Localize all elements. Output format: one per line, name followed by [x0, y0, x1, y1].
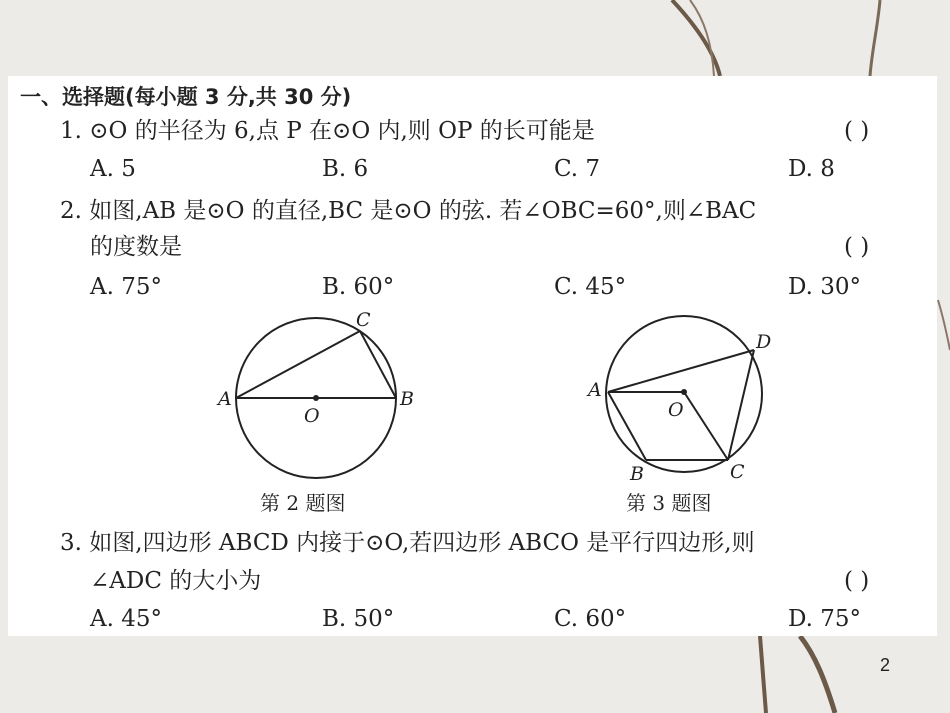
fig2-chord-ac: [236, 331, 360, 398]
fig3-side-dc: [728, 350, 754, 460]
fig3-side-co: [684, 392, 728, 460]
question-3-option-b: B. 50°: [322, 606, 395, 632]
question-3-stem-line1: 3. 如图,四边形 ABCD 内接于⊙O,若四边形 ABCO 是平行四边形,则: [60, 530, 755, 556]
question-2-stem-line1: 2. 如图,AB 是⊙O 的直径,BC 是⊙O 的弦. 若∠OBC=60°,则∠BAC: [60, 198, 757, 224]
question-3-answer-paren: ( ): [844, 568, 870, 594]
question-1-option-a: A. 5: [90, 156, 136, 182]
question-1-answer-paren: ( ): [844, 118, 870, 144]
fig3-label-c: C: [730, 461, 745, 483]
question-1-option-c: C. 7: [554, 156, 601, 182]
fig2-label-b: B: [400, 388, 414, 410]
question-2-option-a: A. 75°: [90, 274, 162, 300]
fig2-label-c: C: [356, 309, 371, 331]
fig3-label-o: O: [668, 399, 684, 421]
question-3-option-d: D. 75°: [788, 606, 862, 632]
question-1-option-b: B. 6: [322, 156, 369, 182]
fig2-label-a: A: [218, 388, 232, 410]
question-2-stem-line2: 的度数是: [90, 234, 182, 260]
question-1-option-d: D. 8: [788, 156, 835, 182]
fig3-label-a: A: [588, 379, 602, 401]
figure-3-diagram: [582, 304, 802, 484]
fig2-center-dot: [313, 395, 319, 401]
figure-3-caption: 第 3 题图: [626, 491, 712, 515]
question-2-option-b: B. 60°: [322, 274, 395, 300]
fig3-side-ad: [608, 350, 754, 392]
figure-2-caption: 第 2 题图: [260, 491, 346, 515]
question-3-stem-line2: ∠ADC 的大小为: [90, 568, 262, 594]
fig3-label-b: B: [630, 463, 644, 484]
page-number: 2: [880, 655, 891, 675]
question-1-stem: 1. ⊙O 的半径为 6,点 P 在⊙O 内,则 OP 的长可能是: [60, 118, 595, 144]
section-title: 一、选择题(每小题 3 分,共 30 分): [20, 85, 352, 109]
question-3-option-a: A. 45°: [90, 606, 162, 632]
fig2-label-o: O: [304, 405, 320, 427]
fig2-chord-bc: [360, 331, 396, 398]
question-card: [8, 76, 937, 636]
fig3-label-d: D: [756, 331, 772, 353]
question-2-option-c: C. 45°: [554, 274, 627, 300]
fig3-center-dot: [681, 389, 687, 395]
question-3-option-c: C. 60°: [554, 606, 627, 632]
figure-2-diagram: [208, 306, 428, 486]
question-2-option-d: D. 30°: [788, 274, 862, 300]
question-2-answer-paren: ( ): [844, 234, 870, 260]
